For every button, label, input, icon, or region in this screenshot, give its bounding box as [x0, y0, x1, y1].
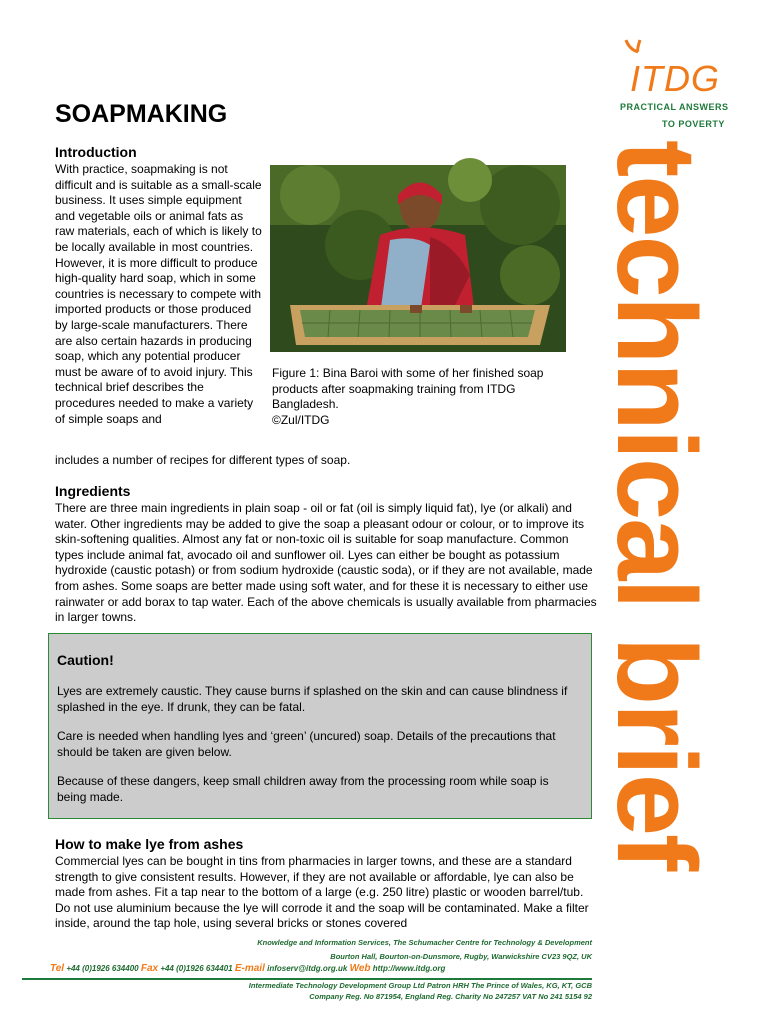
footer-org: Knowledge and Information Services, The Schumacher Centre for Technology & Development: [257, 938, 592, 947]
footer-legal-2: Company Reg. No 871954, England Reg. Charity No 247257 VAT No 241 5154 92: [309, 992, 592, 1001]
intro-paragraph-tail: includes a number of recipes for different types of soap.: [55, 453, 351, 467]
intro-heading: Introduction: [55, 144, 137, 160]
figure-credit: ©Zul/ITDG: [272, 412, 330, 427]
footer-tel-label: Tel: [50, 963, 65, 974]
footer-fax: +44 (0)1926 634401: [160, 964, 233, 973]
footer-address: Bourton Hall, Bourton-on-Dunsmore, Rugby, Warwickshire CV23 9QZ, UK: [330, 952, 592, 961]
figure-caption-text: Figure 1: Bina Baroi with some of her finished soap products after soapmaking training from ITDG Bangladesh.: [272, 366, 544, 412]
footer-contacts: [50, 963, 445, 974]
ingredients-paragraph: There are three main ingredients in plain soap - oil or fat (oil is simply liquid fat), lye (or alkali) and water. Other ingredients may be added to give the soap a pleasant odour or colour, or to improve its skin-softening qualities. Almost any fat or non-toxic oil is suitable for soap manufacture. Common types include animal fat, avocado oil and sunflower oil. Lyes can either be bought as potassium hydroxide (caustic potash) or from sodium hydroxide (caustic soda), or if they are not available, made from ashes. Some soaps are better made using soft water, and for these it is necessary to either use rainwater or add borax to tap water. Each of the above chemicals is usually available from pharmacies in larger towns.: [55, 501, 597, 625]
footer-tel: +44 (0)1926 634400: [66, 964, 139, 973]
intro-paragraph: With practice, soapmaking is not difficult and is suitable as a small-scale business. It uses simple equipment and vegetable oils or animal fats as raw materials, each of which is likely to be locally available in most countries. However, it is more difficult to produce high-quality hard soap, which in some countries is necessary to compete with imported products or those produced by large-scale manufacturers. There are also certain hazards in producing soap, which any potential producer must be aware of to avoid injury. This technical brief describes the procedures needed to make a variety of simple soaps and: [55, 162, 262, 426]
lye-paragraph: Commercial lyes can be bought in tins from pharmacies in larger towns, and these are a standard strength to give consistent results. However, if they are not available or affordable, lye can also be made from ashes. Fit a tap near to the bottom of a large (e.g. 250 litre) plastic or wooden barrel/tub. Do not use aluminium because the lye will corrode it and the soap will be contaminated. Make a filter inside, around the tap hole, using several bricks or stones covered: [55, 854, 589, 931]
footer-email-link[interactable]: infoserv@itdg.org.uk: [267, 964, 348, 973]
lye-heading: How to make lye from ashes: [55, 836, 244, 852]
caution-box: [48, 633, 592, 819]
page-title: SOAPMAKING: [55, 100, 228, 128]
logo-tagline-1: PRACTICAL ANSWERS: [620, 102, 729, 112]
footer-legal-1: Intermediate Technology Development Group Ltd Patron HRH The Prince of Wales, KG, KT, GCB: [248, 981, 592, 990]
footer-email-label: E-mail: [234, 963, 265, 974]
footer-web-label: Web: [349, 963, 371, 974]
figure-photo: [270, 165, 566, 352]
caution-heading: Caution!: [57, 652, 114, 668]
logo-wordmark: ITDG: [630, 58, 720, 99]
footer-fax-label: Fax: [140, 963, 159, 974]
photo-illustration: [270, 165, 566, 352]
logo-tagline-2: TO POVERTY: [662, 119, 725, 129]
itdg-logo: [618, 36, 738, 136]
footer-web-link[interactable]: http://www.itdg.org: [372, 964, 446, 973]
caution-paragraph-3: Because of these dangers, keep small children away from the processing room while soap is being made.: [57, 774, 549, 804]
figure-caption: [272, 366, 572, 428]
side-banner-text: technical brief: [594, 140, 719, 870]
caution-paragraph-2: Care is needed when handling lyes and ‘green’ (uncured) soap. Details of the precautions that should be taken are given below.: [57, 729, 556, 759]
caution-paragraph-1: Lyes are extremely caustic. They cause burns if splashed on the skin and can cause blindness if splashed in the eye. If drunk, they can be fatal.: [57, 684, 568, 714]
ingredients-heading: Ingredients: [55, 483, 131, 499]
footer-divider: [22, 978, 592, 980]
side-banner: [594, 140, 742, 980]
